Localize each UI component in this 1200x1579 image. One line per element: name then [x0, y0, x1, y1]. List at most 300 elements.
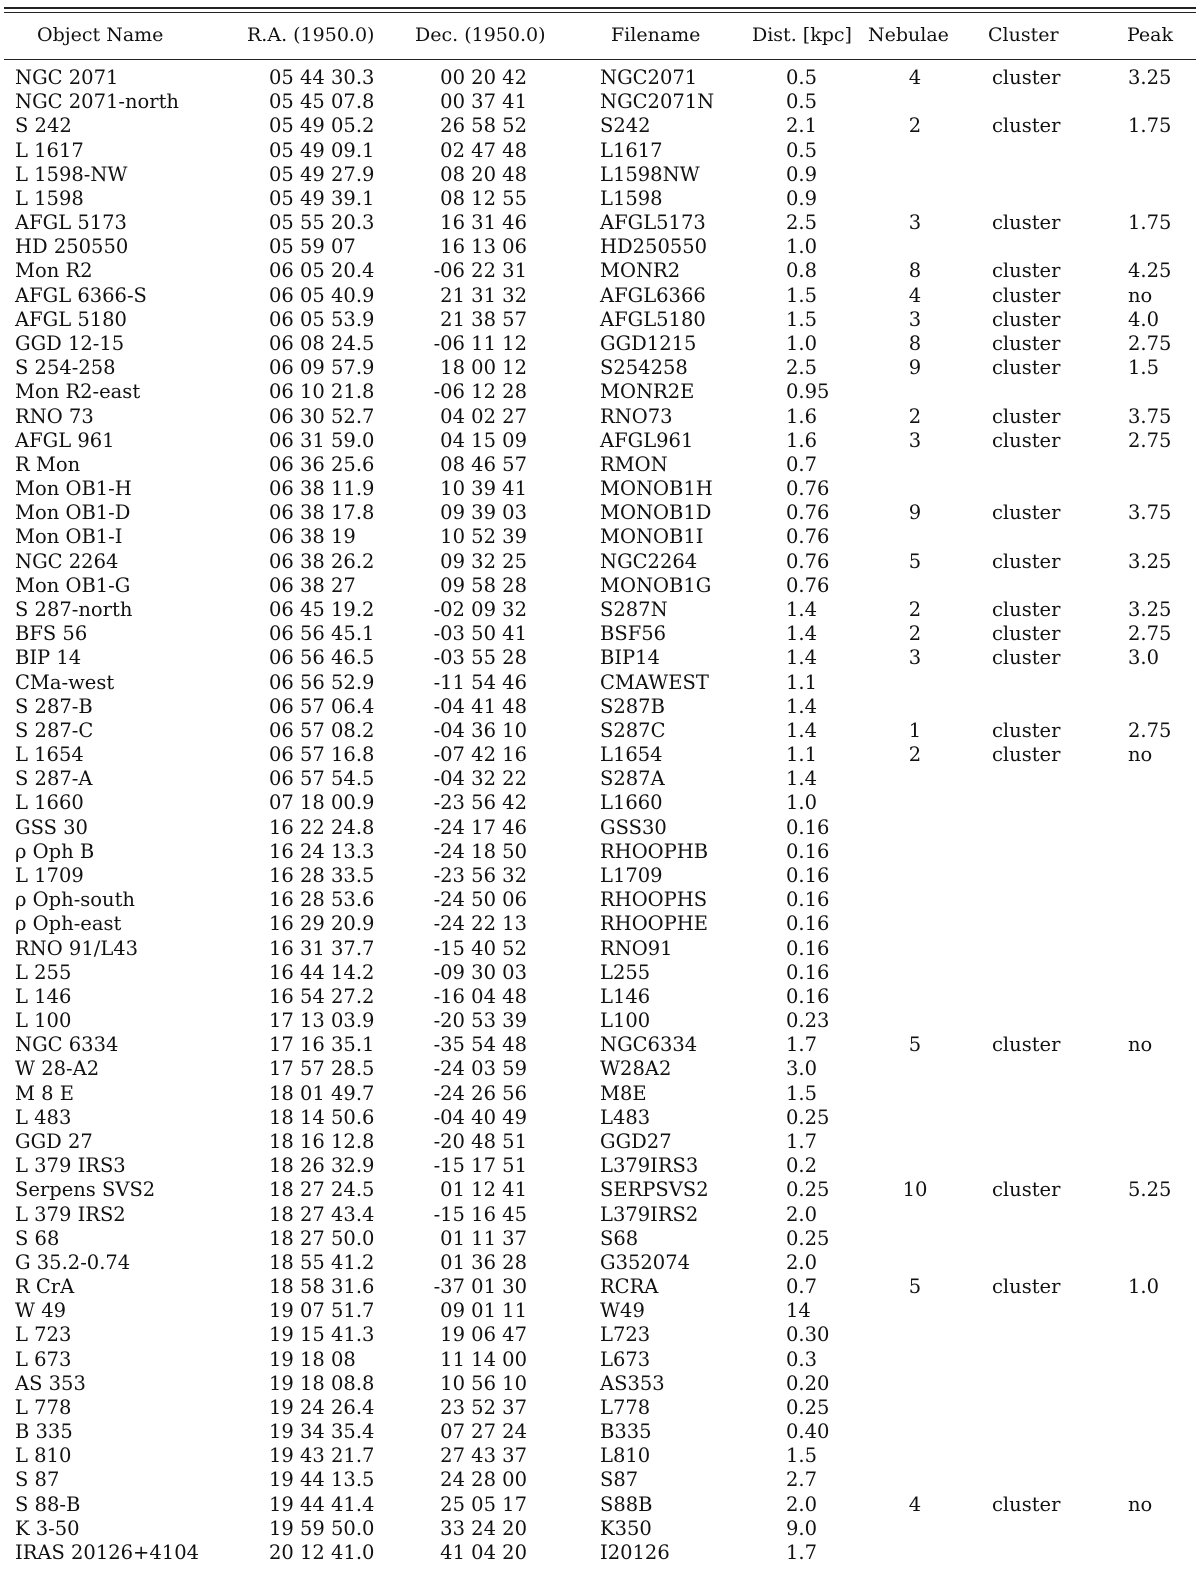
- dist-cell: 0.40: [786, 1420, 830, 1444]
- table-row: [0, 525, 1200, 549]
- dist-cell: 0.8: [786, 259, 818, 283]
- nebulae-cell: 4: [908, 1492, 922, 1516]
- filename-cell: AFGL5173: [600, 211, 706, 235]
- dist-cell: 0.25: [786, 1226, 830, 1250]
- dec-cell: -06 11 12: [433, 332, 527, 355]
- nebulae-cell: 9: [908, 356, 922, 380]
- filename-cell: G352074: [600, 1250, 691, 1274]
- table-row: [0, 888, 1200, 912]
- cluster-cell: cluster: [992, 1178, 1061, 1202]
- ra-cell: 19 18 08.8: [269, 1371, 375, 1395]
- ra-cell: 17 16 35.1: [269, 1033, 375, 1057]
- filename-cell: NGC2071N: [600, 90, 715, 114]
- filename-cell: BIP14: [600, 646, 660, 670]
- nebulae-cell: 8: [908, 259, 922, 283]
- dist-cell: 0.16: [786, 912, 830, 936]
- table-row: [0, 912, 1200, 936]
- dist-cell: 0.9: [786, 162, 818, 186]
- filename-cell: L1598NW: [600, 162, 700, 186]
- dist-cell: 0.3: [786, 1347, 818, 1371]
- object-name-cell: L 1654: [15, 743, 84, 766]
- object-name-cell: S 87: [15, 1468, 60, 1492]
- peak-cell: 4.0: [1128, 307, 1160, 331]
- filename-cell: AFGL6366: [600, 283, 706, 307]
- peak-cell: no: [1128, 743, 1153, 766]
- dec-cell: -04 32 22: [433, 767, 527, 791]
- header-object-name: Object Name: [37, 24, 164, 46]
- dec-cell: -15 17 51: [433, 1154, 527, 1178]
- dec-cell: -06 12 28: [433, 380, 527, 404]
- filename-cell: L1617: [600, 138, 663, 162]
- dec-cell: 26 58 52: [440, 114, 527, 138]
- object-name-cell: Mon R2: [15, 259, 93, 283]
- cluster-cell: cluster: [992, 1275, 1061, 1298]
- nebulae-cell: 2: [908, 622, 922, 646]
- object-name-cell: R CrA: [15, 1275, 75, 1298]
- table-row: [0, 1541, 1200, 1565]
- dist-cell: 1.0: [786, 235, 818, 259]
- filename-cell: RNO91: [600, 936, 673, 960]
- nebulae-cell: 5: [908, 1275, 922, 1298]
- cluster-cell: cluster: [992, 356, 1061, 380]
- dist-cell: 1.4: [786, 622, 818, 646]
- ra-cell: 06 09 57.9: [269, 356, 375, 380]
- object-name-cell: AFGL 6366-S: [15, 283, 147, 307]
- dec-cell: 09 01 11: [440, 1299, 527, 1323]
- peak-cell: 5.25: [1128, 1178, 1172, 1202]
- table-row: [0, 961, 1200, 985]
- nebulae-cell: 4: [908, 283, 922, 307]
- filename-cell: I20126: [600, 1541, 670, 1564]
- dist-cell: 1.5: [786, 307, 818, 331]
- ra-cell: 05 45 07.8: [269, 90, 375, 114]
- ra-cell: 19 44 13.5: [269, 1468, 375, 1492]
- dist-cell: 0.25: [786, 1105, 830, 1129]
- filename-cell: L100: [600, 1009, 651, 1032]
- cluster-cell: cluster: [992, 283, 1061, 307]
- table-row: [0, 405, 1200, 429]
- ra-cell: 16 28 53.6: [269, 888, 375, 912]
- ra-cell: 18 27 43.4: [269, 1202, 375, 1226]
- table-row: [0, 1396, 1200, 1420]
- object-name-cell: S 287-C: [15, 718, 94, 742]
- dist-cell: 2.5: [786, 356, 818, 380]
- object-name-cell: ρ Oph B: [15, 839, 95, 863]
- dec-cell: -04 40 49: [433, 1105, 527, 1129]
- table-row: [0, 1227, 1200, 1251]
- table-row: [0, 791, 1200, 815]
- dec-cell: -06 22 31: [433, 259, 527, 283]
- dist-cell: 1.1: [786, 743, 818, 766]
- dist-cell: 1.5: [786, 1081, 818, 1105]
- dist-cell: 0.16: [786, 936, 830, 960]
- ra-cell: 05 55 20.3: [269, 211, 375, 235]
- dec-cell: 41 04 20: [440, 1541, 527, 1564]
- header-cluster: Cluster: [988, 24, 1059, 46]
- table-row: [0, 356, 1200, 380]
- dist-cell: 0.25: [786, 1178, 830, 1202]
- filename-cell: L379IRS2: [600, 1202, 699, 1226]
- dist-cell: 0.25: [786, 1395, 830, 1419]
- filename-cell: L1598: [600, 186, 663, 210]
- table-row: [0, 1251, 1200, 1275]
- nebulae-cell: 5: [908, 1033, 922, 1057]
- peak-cell: 3.75: [1128, 501, 1172, 525]
- object-name-cell: ρ Oph-south: [15, 888, 135, 912]
- dist-cell: 0.20: [786, 1371, 830, 1395]
- ra-cell: 06 36 25.6: [269, 452, 375, 476]
- object-name-cell: L 1709: [15, 863, 84, 887]
- dist-cell: 2.5: [786, 211, 818, 235]
- cluster-cell: cluster: [992, 66, 1061, 89]
- header-rule: [4, 59, 1196, 60]
- filename-cell: S254258: [600, 356, 688, 380]
- table-row: [0, 259, 1200, 283]
- object-name-cell: S 254-258: [15, 356, 116, 380]
- filename-cell: MONOB1H: [600, 477, 713, 501]
- nebulae-cell: 3: [908, 307, 922, 331]
- dec-cell: 09 32 25: [440, 549, 527, 573]
- table-row: [0, 1033, 1200, 1057]
- filename-cell: S287B: [600, 694, 665, 718]
- peak-cell: 1.75: [1128, 211, 1172, 235]
- dist-cell: 0.16: [786, 984, 830, 1008]
- dec-cell: 08 12 55: [440, 186, 527, 210]
- dec-cell: -03 55 28: [433, 646, 527, 670]
- cluster-cell: cluster: [992, 211, 1061, 235]
- dec-cell: 33 24 20: [440, 1516, 527, 1540]
- dec-cell: 10 52 39: [440, 525, 527, 549]
- object-name-cell: L 146: [15, 984, 72, 1008]
- dist-cell: 2.0: [786, 1202, 818, 1226]
- ra-cell: 16 22 24.8: [269, 815, 375, 839]
- peak-cell: no: [1128, 1033, 1153, 1057]
- table-row: [0, 66, 1200, 90]
- object-name-cell: S 68: [15, 1226, 60, 1250]
- object-name-cell: NGC 2071: [15, 66, 119, 89]
- filename-cell: GGD27: [600, 1129, 672, 1153]
- filename-cell: MONR2: [600, 259, 681, 283]
- ra-cell: 06 38 17.8: [269, 501, 375, 525]
- filename-cell: NGC2071: [600, 66, 698, 89]
- table-row: [0, 1082, 1200, 1106]
- table-row: [0, 622, 1200, 646]
- dist-cell: 0.95: [786, 380, 830, 404]
- dist-cell: 0.23: [786, 1009, 830, 1032]
- object-name-cell: GGD 12-15: [15, 332, 125, 355]
- dist-cell: 0.5: [786, 66, 818, 89]
- filename-cell: S287C: [600, 718, 666, 742]
- object-name-cell: W 49: [15, 1299, 67, 1323]
- ra-cell: 06 08 24.5: [269, 332, 375, 355]
- cluster-cell: cluster: [992, 718, 1061, 742]
- table-row: [0, 163, 1200, 187]
- table-row: [0, 1203, 1200, 1227]
- object-name-cell: L 379 IRS3: [15, 1154, 126, 1178]
- cluster-cell: cluster: [992, 1033, 1061, 1057]
- ra-cell: 16 24 13.3: [269, 839, 375, 863]
- object-name-cell: L 1598: [15, 186, 84, 210]
- dist-cell: 2.0: [786, 1250, 818, 1274]
- dec-cell: -15 40 52: [433, 936, 527, 960]
- dec-cell: -04 36 10: [433, 718, 527, 742]
- table-row: [0, 985, 1200, 1009]
- ra-cell: 19 59 50.0: [269, 1516, 375, 1540]
- filename-cell: L1654: [600, 743, 663, 766]
- ra-cell: 17 57 28.5: [269, 1057, 375, 1081]
- object-name-cell: BFS 56: [15, 622, 88, 646]
- dec-cell: -23 56 32: [433, 863, 527, 887]
- filename-cell: AFGL5180: [600, 307, 706, 331]
- dec-cell: 10 39 41: [440, 477, 527, 501]
- cluster-cell: cluster: [992, 404, 1061, 428]
- object-name-cell: AS 353: [15, 1371, 86, 1395]
- table-row: [0, 1009, 1200, 1033]
- peak-cell: 3.25: [1128, 66, 1172, 89]
- peak-cell: 3.25: [1128, 598, 1172, 621]
- dec-cell: 08 46 57: [440, 452, 527, 476]
- nebulae-cell: 9: [908, 501, 922, 525]
- table-row: [0, 1275, 1200, 1299]
- dec-cell: -04 41 48: [433, 694, 527, 718]
- cluster-cell: cluster: [992, 622, 1061, 646]
- ra-cell: 06 45 19.2: [269, 598, 375, 621]
- filename-cell: W28A2: [600, 1057, 672, 1081]
- dec-cell: 21 38 57: [440, 307, 527, 331]
- dec-cell: -20 53 39: [433, 1009, 527, 1032]
- dist-cell: 0.76: [786, 501, 830, 525]
- dec-cell: 18 00 12: [440, 356, 527, 380]
- ra-cell: 18 27 50.0: [269, 1226, 375, 1250]
- object-name-cell: G 35.2-0.74: [15, 1250, 131, 1274]
- nebulae-cell: 2: [908, 404, 922, 428]
- ra-cell: 19 24 26.4: [269, 1395, 375, 1419]
- ra-cell: 19 18 08: [269, 1347, 356, 1371]
- dec-cell: 21 31 32: [440, 283, 527, 307]
- dist-cell: 0.9: [786, 186, 818, 210]
- dec-cell: 00 20 42: [440, 66, 527, 89]
- dist-cell: 1.5: [786, 283, 818, 307]
- dec-cell: 08 20 48: [440, 162, 527, 186]
- filename-cell: HD250550: [600, 235, 708, 259]
- cluster-cell: cluster: [992, 549, 1061, 573]
- table-row: [0, 1323, 1200, 1347]
- filename-cell: B335: [600, 1420, 652, 1444]
- object-name-cell: K 3-50: [15, 1516, 80, 1540]
- dec-cell: 04 15 09: [440, 428, 527, 452]
- filename-cell: K350: [600, 1516, 652, 1540]
- filename-cell: RHOOPHS: [600, 888, 708, 912]
- ra-cell: 06 38 19: [269, 525, 356, 549]
- filename-cell: MONOB1D: [600, 501, 712, 525]
- filename-cell: GGD1215: [600, 332, 697, 355]
- filename-cell: L1709: [600, 863, 663, 887]
- filename-cell: SERPSVS2: [600, 1178, 709, 1202]
- table-row: [0, 114, 1200, 138]
- object-name-cell: RNO 91/L43: [15, 936, 139, 960]
- dec-cell: -23 56 42: [433, 791, 527, 815]
- dist-cell: 0.76: [786, 477, 830, 501]
- filename-cell: L673: [600, 1347, 651, 1371]
- cluster-cell: cluster: [992, 598, 1061, 621]
- filename-cell: L255: [600, 960, 651, 984]
- nebulae-cell: 10: [902, 1178, 928, 1202]
- table-row: [0, 864, 1200, 888]
- table-row: [0, 1106, 1200, 1130]
- dec-cell: -24 50 06: [433, 888, 527, 912]
- object-name-cell: GGD 27: [15, 1129, 93, 1153]
- dec-cell: 10 56 10: [440, 1371, 527, 1395]
- ra-cell: 18 01 49.7: [269, 1081, 375, 1105]
- table-row: [0, 550, 1200, 574]
- table-row: [0, 308, 1200, 332]
- dec-cell: -24 22 13: [433, 912, 527, 936]
- table-row: [0, 501, 1200, 525]
- peak-cell: 3.0: [1128, 646, 1160, 670]
- ra-cell: 06 38 27: [269, 573, 356, 597]
- nebulae-cell: 3: [908, 428, 922, 452]
- dist-cell: 3.0: [786, 1057, 818, 1081]
- table-top-rule: [4, 7, 1196, 9]
- table-row: [0, 284, 1200, 308]
- dec-cell: 19 06 47: [440, 1323, 527, 1347]
- ra-cell: 19 44 41.4: [269, 1492, 375, 1516]
- nebulae-cell: 3: [908, 211, 922, 235]
- object-name-cell: L 778: [15, 1395, 72, 1419]
- filename-cell: M8E: [600, 1081, 647, 1105]
- ra-cell: 06 57 16.8: [269, 743, 375, 766]
- filename-cell: CMAWEST: [600, 670, 709, 694]
- table-row: [0, 332, 1200, 356]
- dec-cell: 02 47 48: [440, 138, 527, 162]
- dec-cell: 11 14 00: [440, 1347, 527, 1371]
- ra-cell: 19 43 21.7: [269, 1444, 375, 1468]
- table-row: [0, 429, 1200, 453]
- table-row: [0, 743, 1200, 767]
- filename-cell: L810: [600, 1444, 651, 1468]
- object-name-cell: L 483: [15, 1105, 72, 1129]
- object-name-cell: CMa-west: [15, 670, 115, 694]
- ra-cell: 16 31 37.7: [269, 936, 375, 960]
- cluster-cell: cluster: [992, 114, 1061, 138]
- table-row: [0, 719, 1200, 743]
- header-nebulae: Nebulae: [868, 24, 949, 46]
- ra-cell: 06 38 11.9: [269, 477, 375, 501]
- dec-cell: -02 09 32: [433, 598, 527, 621]
- dec-cell: -24 17 46: [433, 815, 527, 839]
- dist-cell: 1.4: [786, 718, 818, 742]
- dist-cell: 0.5: [786, 90, 818, 114]
- ra-cell: 16 29 20.9: [269, 912, 375, 936]
- ra-cell: 06 30 52.7: [269, 404, 375, 428]
- dist-cell: 0.16: [786, 839, 830, 863]
- dec-cell: 16 31 46: [440, 211, 527, 235]
- object-name-cell: GSS 30: [15, 815, 88, 839]
- table-row: [0, 187, 1200, 211]
- object-name-cell: L 379 IRS2: [15, 1202, 126, 1226]
- filename-cell: S88B: [600, 1492, 653, 1516]
- dist-cell: 2.7: [786, 1468, 818, 1492]
- ra-cell: 16 28 33.5: [269, 863, 375, 887]
- dec-cell: 09 58 28: [440, 573, 527, 597]
- ra-cell: 06 05 20.4: [269, 259, 375, 283]
- dist-cell: 0.76: [786, 525, 830, 549]
- table-row: [0, 671, 1200, 695]
- object-name-cell: BIP 14: [15, 646, 82, 670]
- filename-cell: MONR2E: [600, 380, 695, 404]
- peak-cell: 1.75: [1128, 114, 1172, 138]
- dec-cell: 25 05 17: [440, 1492, 527, 1516]
- dist-cell: 1.7: [786, 1129, 818, 1153]
- object-name-cell: Mon OB1-H: [15, 477, 132, 501]
- dec-cell: 09 39 03: [440, 501, 527, 525]
- object-name-cell: NGC 6334: [15, 1033, 119, 1057]
- cluster-cell: cluster: [992, 743, 1061, 766]
- table-row: [0, 1420, 1200, 1444]
- object-name-cell: S 287-north: [15, 598, 133, 621]
- dist-cell: 0.16: [786, 960, 830, 984]
- dec-cell: -09 30 03: [433, 960, 527, 984]
- filename-cell: RMON: [600, 452, 668, 476]
- dist-cell: 1.0: [786, 791, 818, 815]
- object-name-cell: IRAS 20126+4104: [15, 1541, 200, 1564]
- object-name-cell: RNO 73: [15, 404, 94, 428]
- filename-cell: RHOOPHE: [600, 912, 709, 936]
- object-name-cell: NGC 2071-north: [15, 90, 179, 114]
- header-ra: R.A. (1950.0): [247, 24, 375, 46]
- dec-cell: -24 03 59: [433, 1057, 527, 1081]
- ra-cell: 06 10 21.8: [269, 380, 375, 404]
- dec-cell: -20 48 51: [433, 1129, 527, 1153]
- ra-cell: 18 16 12.8: [269, 1129, 375, 1153]
- nebulae-cell: 2: [908, 114, 922, 138]
- nebulae-cell: 4: [908, 66, 922, 89]
- dec-cell: -16 04 48: [433, 984, 527, 1008]
- table-top-rule-thin: [4, 12, 1196, 13]
- filename-cell: L723: [600, 1323, 651, 1347]
- filename-cell: RNO73: [600, 404, 673, 428]
- ra-cell: 06 05 40.9: [269, 283, 375, 307]
- dist-cell: 1.4: [786, 694, 818, 718]
- peak-cell: 4.25: [1128, 259, 1172, 283]
- dist-cell: 1.7: [786, 1541, 818, 1564]
- object-name-cell: S 287-A: [15, 767, 93, 791]
- ra-cell: 05 49 09.1: [269, 138, 375, 162]
- table-row: [0, 767, 1200, 791]
- peak-cell: 3.25: [1128, 549, 1172, 573]
- ra-cell: 16 44 14.2: [269, 960, 375, 984]
- ra-cell: 19 34 35.4: [269, 1420, 375, 1444]
- filename-cell: L379IRS3: [600, 1154, 699, 1178]
- dist-cell: 1.4: [786, 598, 818, 621]
- ra-cell: 06 56 45.1: [269, 622, 375, 646]
- ra-cell: 19 07 51.7: [269, 1299, 375, 1323]
- ra-cell: 05 49 05.2: [269, 114, 375, 138]
- cluster-cell: cluster: [992, 332, 1061, 355]
- filename-cell: RHOOPHB: [600, 839, 709, 863]
- table-row: [0, 1348, 1200, 1372]
- nebulae-cell: 1: [908, 718, 922, 742]
- dec-cell: -37 01 30: [433, 1275, 527, 1298]
- dist-cell: 0.76: [786, 573, 830, 597]
- peak-cell: no: [1128, 1492, 1153, 1516]
- dec-cell: 01 36 28: [440, 1250, 527, 1274]
- dist-cell: 2.0: [786, 1492, 818, 1516]
- filename-cell: L146: [600, 984, 651, 1008]
- object-name-cell: R Mon: [15, 452, 81, 476]
- ra-cell: 05 49 39.1: [269, 186, 375, 210]
- table-row: [0, 211, 1200, 235]
